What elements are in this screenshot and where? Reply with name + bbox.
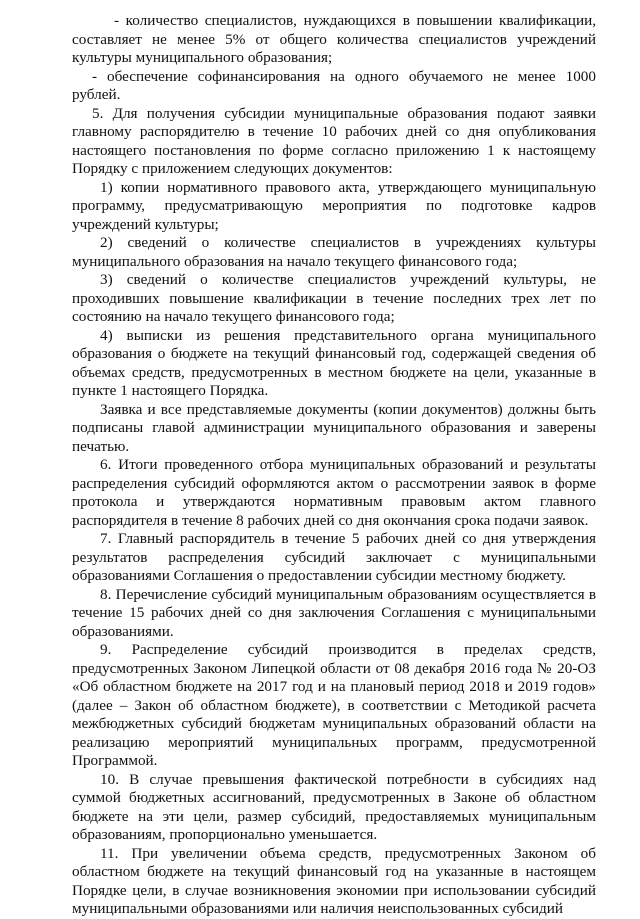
paragraph-item-11: 11. При увеличении объема средств, предусмотренных Законом об областном бюджете на текущий финансовый год на указанные в настоящем Порядке цели, в случае возникновения экономии при использовании субсидий муниципальными образованиями или наличия неиспользованных субсидий — [72, 844, 596, 917]
paragraph-item-8: 8. Перечисление субсидий муниципальным образованиям осуществляется в течение 15 рабочих дней со дня заключения Соглашения с муниципальными образованиями. — [72, 585, 596, 640]
paragraph-cofinancing: - обеспечение софинансирования на одного обучаемого не менее 1000 рублей. — [72, 67, 596, 103]
paragraph-item-9: 9. Распределение субсидий производится в пределах средств, предусмотренных Законом Липецкой области от 08 декабря 2016 года № 20-ОЗ «Об областном бюджете на 2017 год и на плановый период 2018 и 2019 годов» (далее – Закон об областном бюджете), в соответствии с Методикой расчета межбюджетных субсидий бюджетам муниципальных образований области на реализацию мероприятий муниципальных программ, предусмотренной Программой. — [72, 641, 596, 769]
paragraph-doc-3: 3) сведений о количестве специалистов учреждений культуры, не проходивших повышение квалификации в течение последних трех лет по состоянию на начало текущего финансового года; — [72, 271, 596, 325]
paragraph-item-10: 10. В случае превышения фактической потребности в субсидиях над суммой бюджетных ассигнований, предусмотренных в Законе об областном бюджете на эти цели, размер субсидий, предоставляемых муниципальным образованиям, пропорционально уменьшается. — [72, 770, 596, 843]
paragraph-doc-4: 4) выписки из решения представительного органа муниципального образования о бюджете на текущий финансовый год, содержащей сведения об объемах средств, предусмотренных в местном бюджете на цели, указанные в пункте 1 настоящего Порядка. — [72, 326, 596, 399]
document-page — [72, 12, 596, 919]
paragraph-specialists-share: - количество специалистов, нуждающихся в повышении квалификации, составляет не менее 5% от общего количества специалистов учреждений культуры муниципального образования; — [72, 12, 596, 66]
paragraph-item-6: 6. Итоги проведенного отбора муниципальных образований и результаты распределения субсидий оформляются актом о рассмотрении заявок в форме протокола и утверждаются нормативным правовым актом главного распорядителя в течение 8 рабочих дней со дня окончания срока подачи заявок. — [72, 456, 596, 529]
paragraph-signature-requirement: Заявка и все представляемые документы (копии документов) должны быть подписаны главой администрации муниципального образования и заверены печатью. — [72, 400, 596, 455]
paragraph-doc-1: 1) копии нормативного правового акта, утверждающего муниципальную программу, предусматривающую мероприятия по подготовке кадров учреждений культуры; — [72, 178, 596, 233]
paragraph-doc-2: 2) сведений о количестве специалистов в учреждениях культуры муниципального образования на начало текущего финансового года; — [72, 234, 596, 270]
paragraph-item-5: 5. Для получения субсидии муниципальные образования подают заявки главному распорядителю в течение 10 рабочих дней со дня опубликования настоящего постановления по форме согласно приложению 1 к настоящему Порядку с приложением следующих документов: — [72, 104, 596, 177]
paragraph-item-7: 7. Главный распорядитель в течение 5 рабочих дней со дня утверждения результатов распределения субсидий заключает с муниципальными образованиями Соглашения о предоставлении субсидии местному бюджету. — [72, 530, 596, 584]
